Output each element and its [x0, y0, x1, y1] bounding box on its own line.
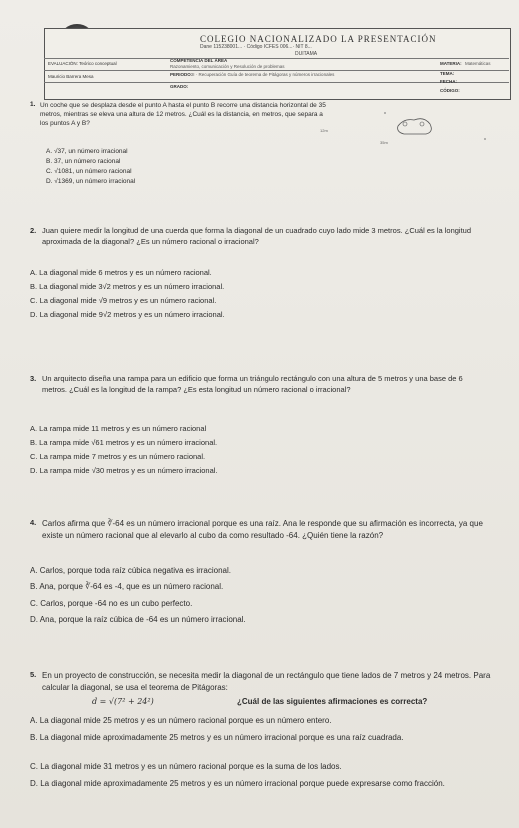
school-name: COLEGIO NACIONALIZADO LA PRESENTACIÓN: [200, 34, 437, 44]
question-number: 3.: [30, 374, 37, 383]
option-b[interactable]: B. Ana, porque ∛-64 es -4, que es un número racional.: [30, 582, 224, 591]
theme-label: TEMA:: [440, 71, 455, 76]
sketch-label: 12m: [320, 128, 328, 133]
option-d[interactable]: D. La diagonal mide aproximadamente 25 metros y es un número irracional porque puede expresarse como fracción.: [30, 779, 445, 788]
option-b[interactable]: B. La diagonal mide aproximadamente 25 metros y es un número irracional porque es una raíz cuadrada.: [30, 733, 404, 742]
question-text: Carlos afirma que ∛-64 es un número irracional porque es una raíz. Ana le responde que su afirmación es incorrecta, ya que existe un número racional que al elevarlo al cubo da como resultado -64. ¿Quién tiene la razón?: [42, 519, 483, 540]
grade-label: GRADO:: [170, 84, 189, 89]
question-text: Un coche que se desplaza desde el punto A hasta el punto B recorre una distancia horizontal de 35 metros, mientras se eleva una altura de 12 metros. ¿Cuál es la distancia, en metros, que separa a los puntos A y B?: [40, 102, 326, 127]
option-d[interactable]: D. √1369, un número irracional: [46, 178, 136, 185]
option-d[interactable]: D. La rampa mide √30 metros y es un número irracional.: [30, 466, 218, 475]
option-c[interactable]: C. La diagonal mide 31 metros y es un número racional porque es la suma de los lados.: [30, 762, 342, 771]
student-name: Mauricio Barrera Mesa: [48, 74, 94, 79]
option-a[interactable]: A. Carlos, porque toda raíz cúbica negativa es irracional.: [30, 566, 231, 575]
code-label: CÓDIGO:: [440, 88, 460, 93]
question-number: 2.: [30, 226, 37, 235]
question-number: 5.: [30, 670, 37, 679]
option-a[interactable]: A. √37, un número irracional: [46, 148, 128, 155]
evaluation-label: EVALUACIÓN: Teórico conceptual: [48, 61, 117, 66]
question-number: 1.: [30, 101, 36, 108]
question-prompt: ¿Cuál de las siguientes afirmaciones es correcta?: [237, 697, 428, 706]
pythagoras-formula: d = √(7² + 24²): [92, 697, 154, 706]
competence-value: Razonamiento, comunicación y Resolución de problemas: [170, 64, 285, 69]
school-city: DUITAMA: [295, 51, 318, 57]
option-b[interactable]: B. La diagonal mide 3√2 metros y es un número irracional.: [30, 282, 225, 291]
option-a[interactable]: A. La diagonal mide 25 metros y es un número racional porque es un número entero.: [30, 716, 332, 725]
competence-label: COMPETENCIA DEL ÁREA: [170, 58, 228, 63]
subject-label: MATERIA:: [440, 61, 462, 66]
ramp-sketch: [320, 108, 490, 158]
option-c[interactable]: C. La diagonal mide √9 metros y es un número racional.: [30, 296, 217, 305]
option-a[interactable]: A. La diagonal mide 6 metros y es un número racional.: [30, 268, 212, 277]
question-text: En un proyecto de construcción, se necesita medir la diagonal de un rectángulo que tiene lados de 7 metros y 24 metros. Para calcular la diagonal, se usa el teorema de Pitágoras:: [42, 671, 491, 692]
question-text: Un arquitecto diseña una rampa para un edificio que forma un triángulo rectángulo con una altura de 5 metros y una base de 6 metros. ¿Cuál es la longitud de la rampa? ¿Es esta longitud un número racional o irracional?: [42, 374, 463, 394]
date-label: FECHA:: [440, 79, 457, 84]
option-c[interactable]: C. √1081, un número racional: [46, 168, 132, 175]
option-c[interactable]: C. La rampa mide 7 metros y es un número racional.: [30, 452, 206, 461]
header-divider: [44, 58, 509, 59]
period-value: II · Recuperación Guía de teorema de Pitágoras y números irracionales: [192, 72, 335, 77]
school-codes: Dane 115238001... · Código ICFES 006...· NIT 8...: [200, 44, 312, 50]
option-c[interactable]: C. Carlos, porque -64 no es un cubo perfecto.: [30, 599, 193, 608]
option-a[interactable]: A. La rampa mide 11 metros y es un número racional: [30, 424, 207, 433]
period-label: PERIODO:: [170, 72, 193, 77]
sketch-label: 35m: [380, 140, 388, 145]
subject-value: Matemáticas: [465, 61, 491, 66]
option-b[interactable]: B. La rampa mide √61 metros y es un número irracional.: [30, 438, 218, 447]
option-d[interactable]: D. La diagonal mide 9√2 metros y es un número irracional.: [30, 310, 225, 319]
option-d[interactable]: D. Ana, porque la raíz cúbica de -64 es un número irracional.: [30, 615, 246, 624]
option-b[interactable]: B. 37, un número racional: [46, 158, 121, 165]
question-number: 4.: [30, 518, 37, 527]
question-text: Juan quiere medir la longitud de una cuerda que forma la diagonal de un cuadrado cuyo lado mide 3 metros. ¿Cuál es la longitud aproximada de la diagonal? ¿Es un número racional o irracional?: [42, 226, 472, 246]
